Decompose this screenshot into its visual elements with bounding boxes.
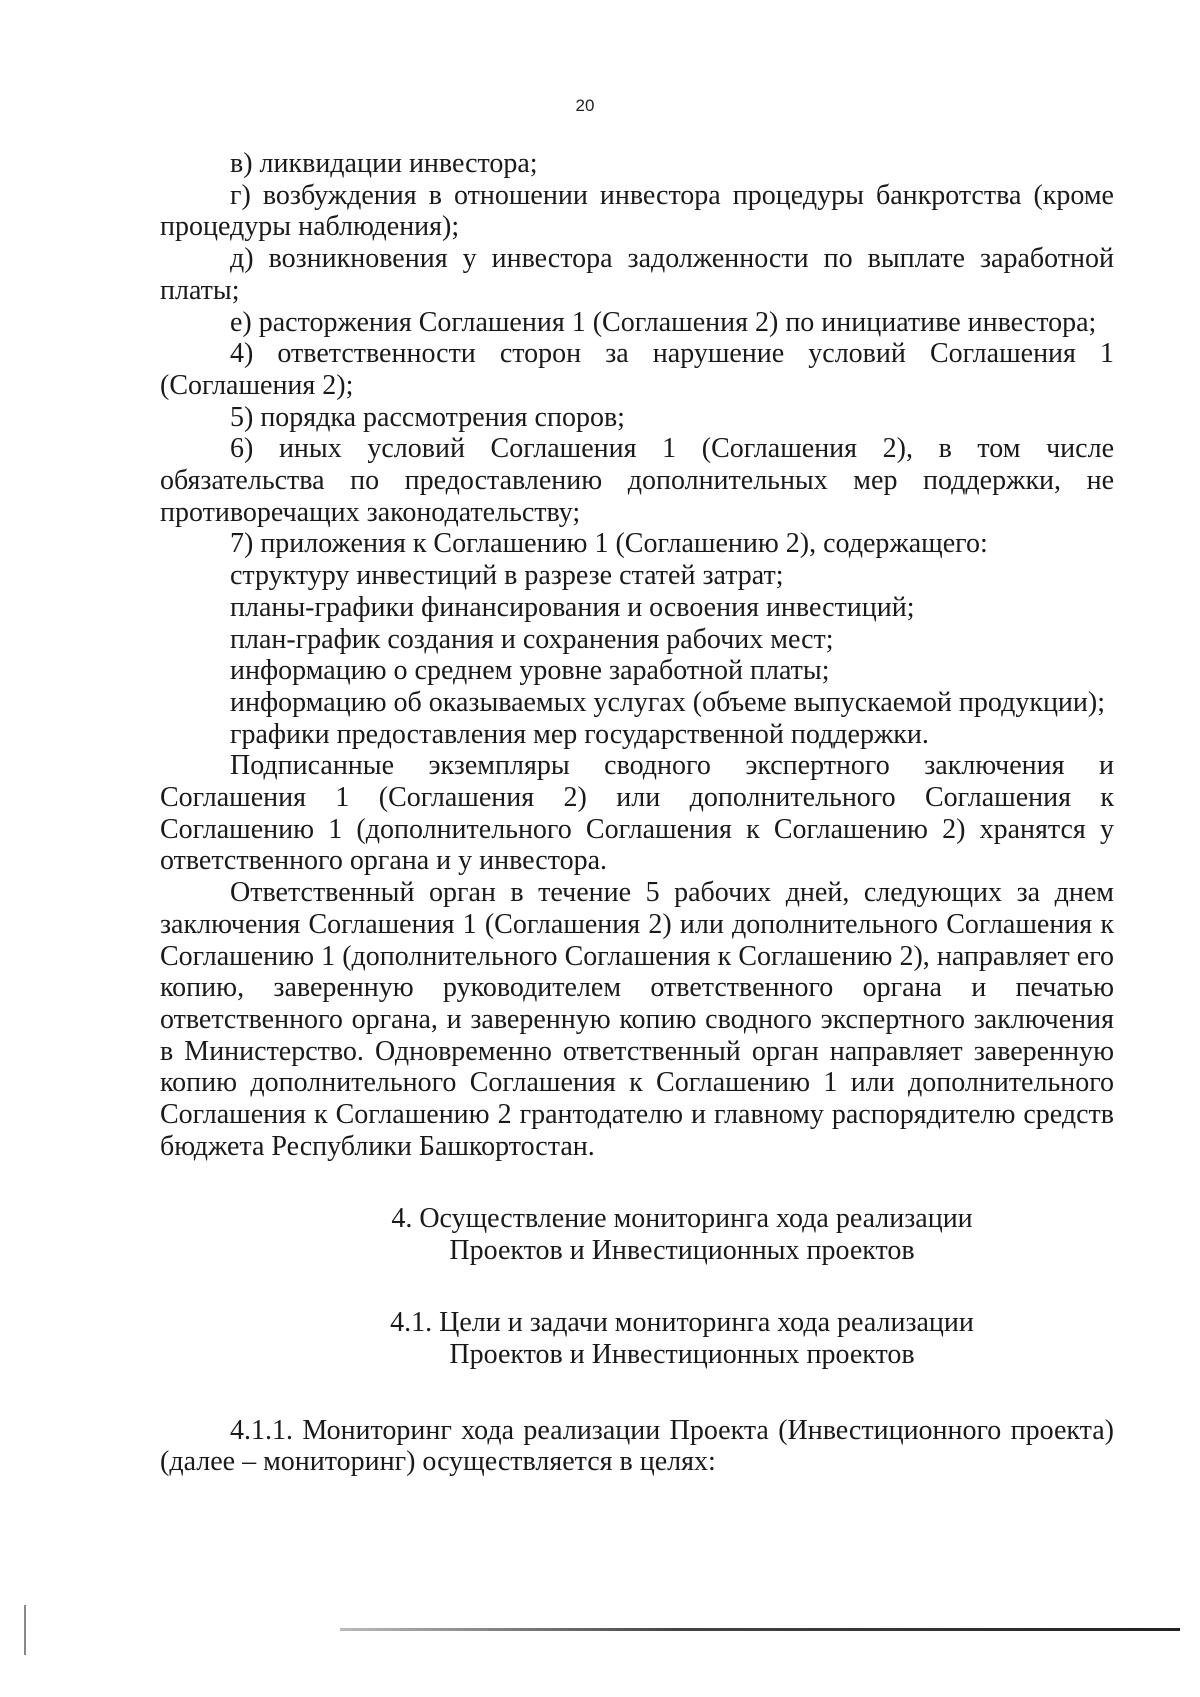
- scan-margin-mark: [24, 1605, 26, 1655]
- spacer: [160, 1371, 1114, 1415]
- section-heading-4-line2: Проектов и Инвестиционных проектов: [449, 1234, 915, 1266]
- paragraph-disputes: 5) порядка рассмотрения споров;: [230, 401, 625, 433]
- paragraph-termination: е) расторжения Соглашения 1 (Соглашения 2) по инициативе инвестора;: [230, 306, 1097, 338]
- paragraph-annex: 7) приложения к Соглашению 1 (Соглашению 2), содержащего:: [230, 528, 988, 560]
- paragraph-services: информацию об оказываемых услугах (объеме выпускаемой продукции);: [230, 686, 1105, 718]
- paragraph-liquidation: в) ликвидации инвестора;: [230, 148, 538, 179]
- paragraph-average-wage: информацию о среднем уровне заработной платы;: [230, 655, 830, 687]
- section-heading-4-1-line1: 4.1. Цели и задачи мониторинга хода реализации: [390, 1306, 974, 1338]
- paragraph-wage-debt: д) возникновения у инвестора задолженности по выплате заработной платы;: [160, 243, 1114, 306]
- paragraph-investment-structure: структуру инвестиций в разрезе статей затрат;: [230, 560, 784, 592]
- paragraph-responsible-body: Ответственный орган в течение 5 рабочих дней, следующих за днем заключения Соглашения 1 (Соглашения 2) или дополнительного Соглашения к Соглашению 1 (дополнительного Соглашения к Соглашению 2), направляет его копию, заверенную руководителем ответственного органа и печатью ответственного органа, и заверенную копию сводного экспертного заключения в Министерство. Одновременно ответственный орган направляет заверенную копию дополнительного Соглашения к Соглашению 1 или дополнительного Соглашения к Соглашению 2 грантодателю и главному распорядителю средств бюджета Республики Башкортостан.: [160, 877, 1114, 1162]
- section-heading-4-line1: 4. Осуществление мониторинга хода реализации: [391, 1202, 973, 1234]
- scan-bottom-rule: [340, 1628, 1180, 1631]
- document-body: [160, 148, 1114, 1478]
- paragraph-jobs-schedule: план-график создания и сохранения рабочих мест;: [230, 623, 834, 655]
- section-heading-4: [160, 1203, 1114, 1267]
- paragraph-other-conditions: 6) иных условий Соглашения 1 (Соглашения 2), в том числе обязательства по предоставлению дополнительных мер поддержки, не противоречащих законодательству;: [160, 433, 1114, 528]
- page-number: 20: [575, 96, 595, 115]
- paragraph-liability: 4) ответственности сторон за нарушение условий Соглашения 1 (Соглашения 2);: [160, 338, 1114, 401]
- section-heading-4-1-line2: Проектов и Инвестиционных проектов: [449, 1338, 915, 1370]
- section-heading-4-1: [160, 1307, 1114, 1371]
- paragraph-bankruptcy: г) возбуждения в отношении инвестора процедуры банкротства (кроме процедуры наблюдения);: [160, 179, 1114, 243]
- paragraph-financing-schedules: планы-графики финансирования и освоения инвестиций;: [230, 591, 915, 623]
- paragraph-signed-copies: Подписанные экземпляры сводного экспертного заключения и Соглашения 1 (Соглашения 2) или дополнительного Соглашения к Соглашению 1 (дополнительного Соглашения к Соглашению 2) хранятся у ответственного органа и у инвестора.: [160, 750, 1114, 877]
- paragraph-support-schedules: графики предоставления мер государственной поддержки.: [230, 718, 929, 750]
- paragraph-4-1-1: 4.1.1. Мониторинг хода реализации Проекта (Инвестиционного проекта) (далее – мониторинг) осуществляется в целях:: [160, 1414, 1114, 1478]
